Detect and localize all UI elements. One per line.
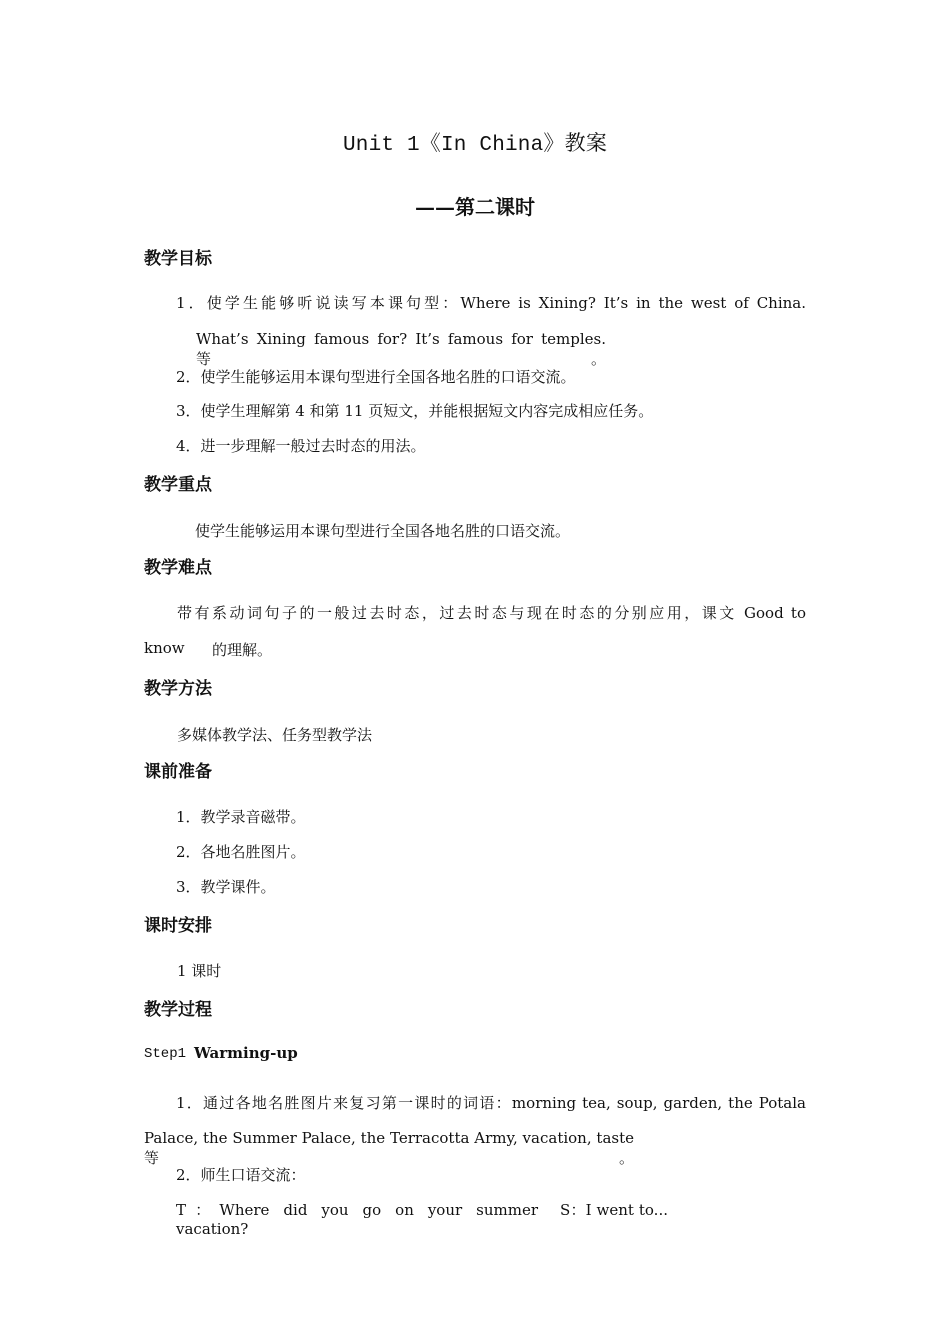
preparation-item-3: 3．教学课件。 — [176, 878, 276, 896]
objective-item-1-line-1: 1．使学生能够听说读写本课句型：Where is Xining? It’s in the west of China. — [176, 294, 806, 312]
methods-text: 多媒体教学法、任务型教学法 — [177, 726, 373, 744]
section-heading-difficulties: 教学难点 — [144, 558, 212, 578]
objective-item-3: 3．使学生理解第 4 和第 11 页短文，并能根据短文内容完成相应任务。 — [176, 402, 654, 420]
dialogue-student: S：I went to... — [560, 1201, 668, 1219]
step1-label: Step1 — [144, 1046, 187, 1062]
objective-item-1-line-2: What’s Xining famous for? It’s famous for temples.等。 — [196, 330, 606, 368]
process-item-2: 2．师生口语交流： — [176, 1166, 306, 1184]
step1-title: Warming-up — [194, 1044, 298, 1062]
section-heading-process: 教学过程 — [144, 1000, 212, 1020]
key-points-text: 使学生能够运用本课句型进行全国各地名胜的口语交流。 — [195, 522, 571, 540]
difficulties-line-1: 带有系动词句子的一般过去时态，过去时态与现在时态的分别应用，课文 Good to — [177, 604, 806, 622]
objective-item-4: 4．进一步理解一般过去时态的用法。 — [176, 437, 426, 455]
preparation-item-1: 1．教学录音磁带。 — [176, 808, 306, 826]
process-item-1-line-1: 1．通过各地名胜图片来复习第一课时的词语：morning tea, soup, garden, the Potala — [176, 1094, 806, 1112]
page-subtitle: ——第二课时 — [415, 195, 535, 219]
section-heading-preparation: 课前准备 — [144, 762, 212, 782]
section-heading-methods: 教学方法 — [144, 679, 212, 699]
section-heading-objectives: 教学目标 — [144, 249, 212, 269]
section-heading-schedule: 课时安排 — [144, 916, 212, 936]
difficulties-line-2-word: know — [144, 639, 185, 657]
page-title: Unit 1《In China》教案 — [342, 134, 608, 157]
section-heading-key-points: 教学重点 — [144, 475, 212, 495]
preparation-item-2: 2．各地名胜图片。 — [176, 843, 306, 861]
objective-item-2: 2．使学生能够运用本课句型进行全国各地名胜的口语交流。 — [176, 368, 576, 386]
dialogue-teacher: T：Where did you go on your summer vacation? — [176, 1201, 538, 1238]
schedule-text: 1 课时 — [177, 962, 222, 980]
process-item-1-line-2: Palace, the Summer Palace, the Terracotta Army, vacation, taste 等。 — [144, 1129, 634, 1167]
difficulties-line-2-rest: 的理解。 — [212, 641, 273, 659]
